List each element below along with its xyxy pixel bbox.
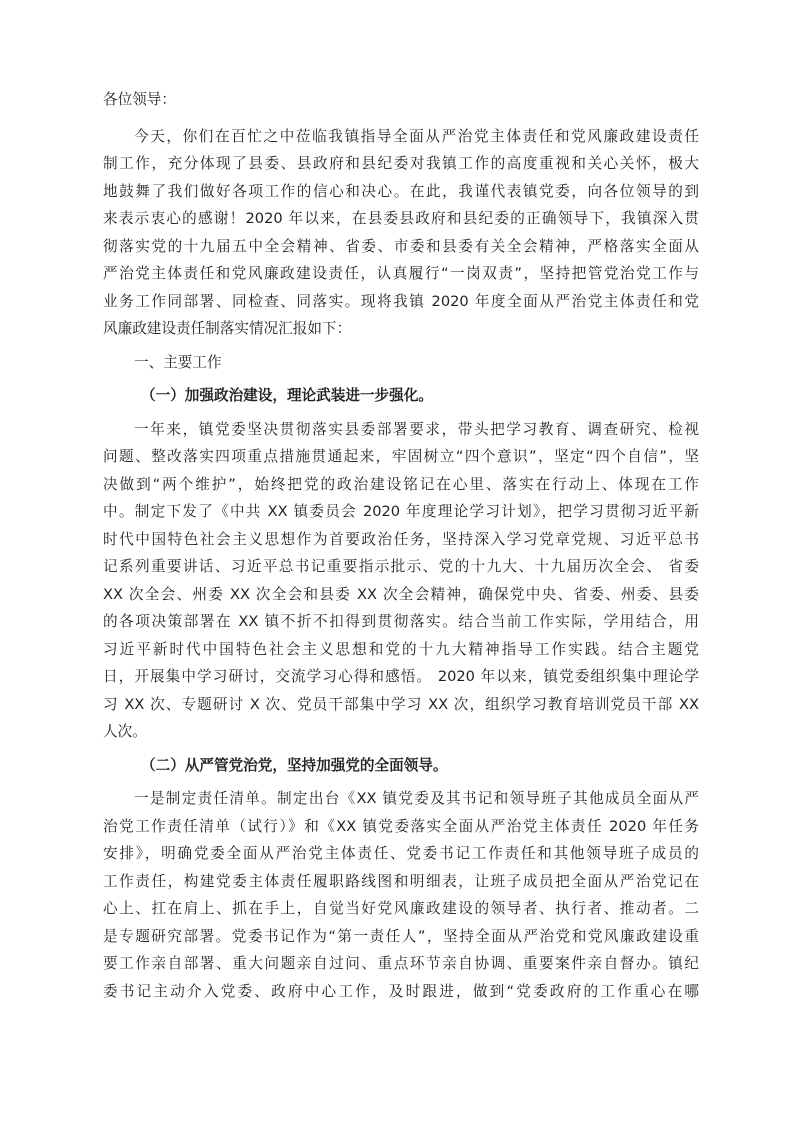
intro-line: 地鼓舞了我们做好各项工作的信心和决心。在此，我谨代表镇党委，向各位领导的到 [103, 182, 699, 200]
body-line: 时代中国特色社会主义思想作为首要政治任务，坚持深入学习党章党规、习近平总书 [103, 530, 699, 548]
body-line: 工作责任，构建党委主体责任履职路线图和明细表，让班子成员把全面从严治党记在 [103, 872, 699, 890]
subsection-1-heading: （一）加强政治建设，理论武装进一步强化。 [141, 387, 433, 404]
body-line: 习 XX 次、专题研讨 X 次、党员干部集中学习 XX 次，组织学习教育培训党员干部 XX [103, 695, 699, 713]
body-line: 委书记主动介入党委、政府中心工作，及时跟进，做到“党委政府的工作重心在哪 [103, 982, 699, 1000]
body-line: 一年来，镇党委坚决贯彻落实县委部署要求，带头把学习教育、调查研究、检视 [134, 420, 699, 438]
body-line: XX 次全会、州委 XX 次全会和县委 XX 次全会精神，确保党中央、省委、州委、县委 [103, 585, 699, 603]
body-line: 心上、扛在肩上、抓在手上，自觉当好党风廉政建设的领导者、执行者、推动者。二 [103, 900, 699, 917]
subsection-2-paragraph [103, 785, 699, 1005]
body-line: 问题、整改落实四项重点措施贯通起来，牢固树立“四个意识”，坚定“四个自信”，坚 [103, 448, 699, 465]
body-line: 治党工作责任清单（试行）》和《XX 镇党委落实全面从严治党主体责任 2020 年任务 [103, 817, 699, 835]
intro-line: 彻落实党的十九届五中全会精神、省委、市委和县委有关全会精神，严格落实全面从 [103, 237, 699, 255]
subsection-1-paragraph [103, 416, 699, 746]
intro-paragraph [103, 123, 699, 343]
body-line: 决做到“两个维护”，始终把党的政治建设铭记在心里、落实在行动上、体现在工作 [103, 475, 699, 493]
body-line: 中。制定下发了《中共 XX 镇委员会 2020 年度理论学习计划》，把学习贯彻习近平新 [103, 503, 699, 520]
salutation: 各位领导： [103, 91, 176, 108]
intro-line: 严治党主体责任和党风廉政建设责任，认真履行“一岗双责”，坚持把管党治党工作与 [103, 265, 699, 282]
body-line: 是专题研究部署。党委书记作为“第一责任人”，坚持全面从严治党和党风廉政建设重 [103, 927, 699, 945]
intro-line: 业务工作同部署、同检查、同落实。现将我镇 2020 年度全面从严治党主体责任和党 [103, 292, 699, 310]
body-line: 一是制定责任清单。制定出台《XX 镇党委及其书记和领导班子其他成员全面从严 [134, 790, 699, 807]
document-body [103, 86, 699, 1005]
body-line: 记系列重要讲话、习近平总书记重要指示批示、党的十九大、十九届历次全会、 省委 [103, 558, 699, 575]
intro-line: 今天，你们在百忙之中莅临我镇指导全面从严治党主体责任和党风廉政建设责任 [134, 127, 699, 145]
intro-line: 风廉政建设责任制落实情况汇报如下： [103, 320, 352, 337]
subsection-2-heading: （二）从严管党治党，坚持加强党的全面领导。 [141, 756, 448, 774]
body-line: 的各项决策部署在 XX 镇不折不扣得到贯彻落实。结合当前工作实际，学用结合，用 [103, 613, 699, 630]
intro-line: 制工作，充分体现了县委、县政府和县纪委对我镇工作的高度重视和关心关怀，极大 [103, 155, 699, 172]
body-line: 要工作亲自部署、重大问题亲自过问、重点环节亲自协调、重要案件亲自督办。镇纪 [103, 955, 699, 972]
body-line: 人次。 [103, 723, 147, 740]
intro-line: 来表示衷心的感谢！2020 年以来，在县委县政府和县纪委的正确领导下，我镇深入贯 [103, 210, 699, 227]
section-1-heading: 一、主要工作 [134, 353, 222, 371]
body-line: 习近平新时代中国特色社会主义思想和党的十九大精神指导工作实践。结合主题党 [103, 640, 699, 658]
body-line: 日，开展集中学习研讨，交流学习心得和感悟。 2020 年以来，镇党委组织集中理论学 [103, 668, 699, 685]
body-line: 安排》，明确党委全面从严治党主体责任、党委书记工作责任和其他领导班子成员的 [103, 845, 699, 862]
